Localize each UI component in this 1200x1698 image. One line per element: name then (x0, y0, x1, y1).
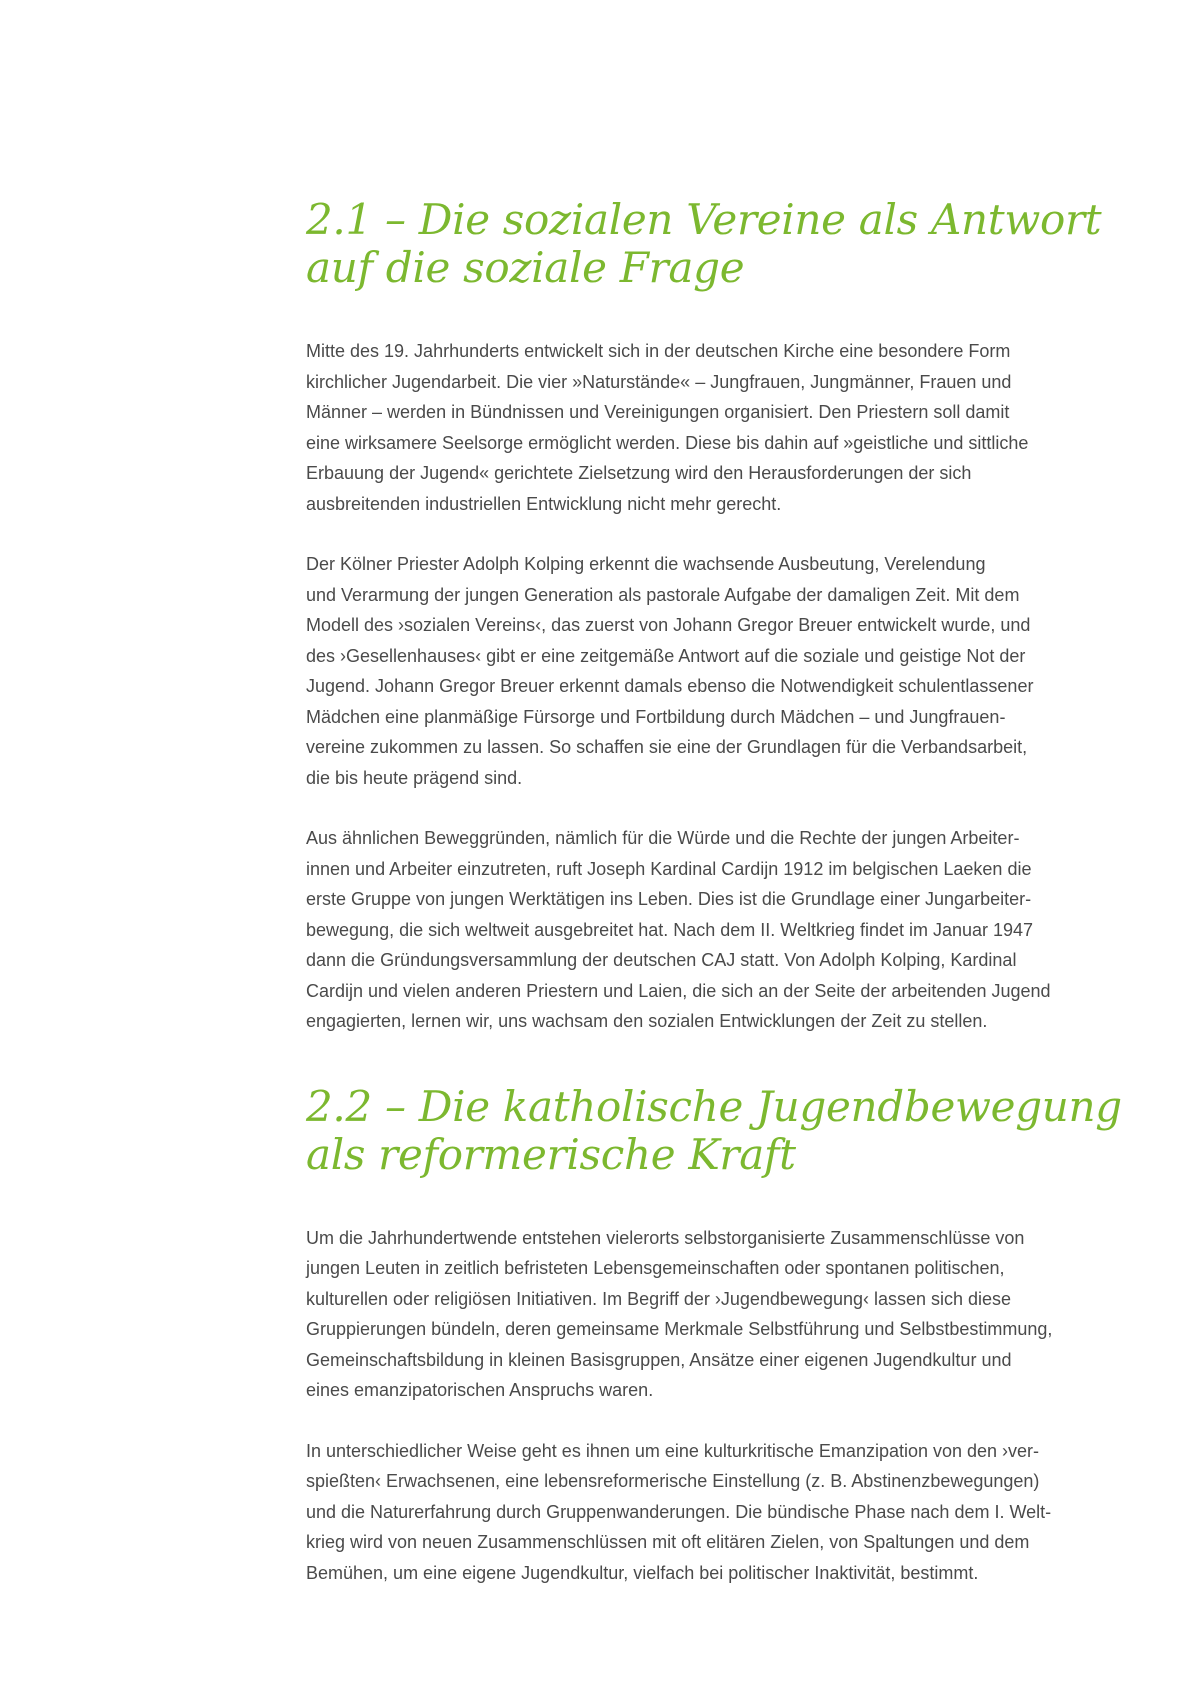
heading-line: auf die soziale Frage (306, 243, 745, 292)
heading-line: 2.2 – Die katholische Jugendbewegung (306, 1081, 1122, 1131)
text-line: Jugend. Johann Gregor Breuer erkennt damals ebenso die Notwendigkeit schulentlassener (306, 676, 1034, 696)
text-line: und Verarmung der jungen Generation als pastorale Aufgabe der damaligen Zeit. Mit dem (306, 584, 1020, 605)
text-line: krieg wird von neuen Zusammenschlüssen mit oft elitären Zielen, von Spaltungen und dem (306, 1532, 1030, 1552)
text-line: Modell des ›sozialen Vereins‹, das zuerst von Johann Gregor Breuer entwickelt wurde, und (306, 615, 1031, 635)
text-line: eines emanzipatorischen Anspruchs waren. (306, 1380, 654, 1400)
text-line: Cardijn und vielen anderen Priestern und Laien, die sich an der Seite der arbeitenden Jugend (306, 980, 1051, 1001)
text-line: Männer – werden in Bündnissen und Vereinigungen organisiert. Den Priestern soll damit (306, 402, 1010, 422)
text-line: innen und Arbeiter einzutreten, ruft Joseph Kardinal Cardijn 1912 im belgischen Laeken die (306, 858, 1032, 879)
document-page (306, 195, 1122, 1588)
text-line: bewegung, die sich weltweit ausgebreitet hat. Nach dem II. Weltkrieg findet im Januar 1947 (306, 919, 1034, 940)
text-line: Der Kölner Priester Adolph Kolping erkennt die wachsende Ausbeutung, Verelendung (306, 554, 986, 574)
paragraph (306, 1436, 1106, 1589)
text-line: Bemühen, um eine eigene Jugendkultur, vielfach bei politischer Inaktivität, bestimmt. (306, 1562, 979, 1583)
text-line: Aus ähnlichen Beweggründen, nämlich für die Würde und die Rechte der jungen Arbeiter- (306, 828, 1020, 848)
text-line: Gemeinschaftsbildung in kleinen Basisgruppen, Ansätze einer eigenen Jugendkultur und (306, 1349, 1012, 1370)
section-heading (306, 1081, 1122, 1179)
paragraph (306, 336, 1106, 519)
text-line: Um die Jahrhundertwende entstehen vielerorts selbstorganisierte Zusammenschlüsse von (306, 1227, 1025, 1248)
text-line: erste Gruppe von jungen Werktätigen ins Leben. Dies ist die Grundlage einer Jungarbeiter- (306, 889, 1032, 909)
section-heading (306, 196, 1106, 292)
text-line: kulturellen oder religiösen Initiativen. Im Begriff der ›Jugendbewegung‹ lassen sich diese (306, 1288, 1012, 1309)
text-line: eine wirksamere Seelsorge ermöglicht werden. Diese bis dahin auf »geistliche und sittliche (306, 432, 1029, 453)
paragraph (306, 1223, 1106, 1406)
text-line: und die Naturerfahrung durch Gruppenwanderungen. Die bündische Phase nach dem I. Welt- (306, 1501, 1052, 1522)
text-line: Mitte des 19. Jahrhunderts entwickelt sich in der deutschen Kirche eine besondere Form (306, 341, 1011, 361)
text-line: Erbauung der Jugend« gerichtete Zielsetzung wird den Herausforderungen der sich (306, 463, 972, 483)
text-line: spießten‹ Erwachsenen, eine lebensreformerische Einstellung (z. B. Abstinenzbewegungen) (306, 1471, 1040, 1491)
text-line: Gruppierungen bündeln, deren gemeinsame Merkmale Selbstführung und Selbstbestimmung, (306, 1319, 1053, 1339)
text-line: In unterschiedlicher Weise geht es ihnen um eine kulturkritische Emanzipation von den ›ver- (306, 1440, 1040, 1461)
text-line: Mädchen eine planmäßige Fürsorge und Fortbildung durch Mädchen – und Jungfrauen- (306, 706, 1006, 727)
text-line: jungen Leuten in zeitlich befristeten Lebensgemeinschaften oder spontanen politischen, (306, 1258, 1005, 1278)
text-line: des ›Gesellenhauses‹ gibt er eine zeitgemäße Antwort auf die soziale und geistige Not der (306, 645, 1026, 666)
text-line: kirchlicher Jugendarbeit. Die vier »Naturstände« – Jungfrauen, Jungmänner, Frauen und (306, 371, 1012, 392)
text-line: die bis heute prägend sind. (306, 767, 523, 788)
paragraph (306, 823, 1106, 1037)
section-2-2 (306, 1081, 1122, 1589)
heading-line: 2.1 – Die sozialen Vereine als Antwort (306, 195, 1102, 244)
text-line: engagierten, lernen wir, uns wachsam den sozialen Entwicklungen der Zeit zu stellen. (306, 1011, 988, 1031)
paragraph (306, 549, 1106, 793)
text-line: dann die Gründungsversammlung der deutschen CAJ statt. Von Adolph Kolping, Kardinal (306, 950, 1017, 970)
section-2-1 (306, 196, 1106, 1037)
text-line: ausbreitenden industriellen Entwicklung nicht mehr gerecht. (306, 493, 782, 514)
heading-line: als reformerische Kraft (306, 1129, 796, 1179)
text-line: vereine zukommen zu lassen. So schaffen sie eine der Grundlagen für die Verbandsarbeit, (306, 737, 1028, 757)
